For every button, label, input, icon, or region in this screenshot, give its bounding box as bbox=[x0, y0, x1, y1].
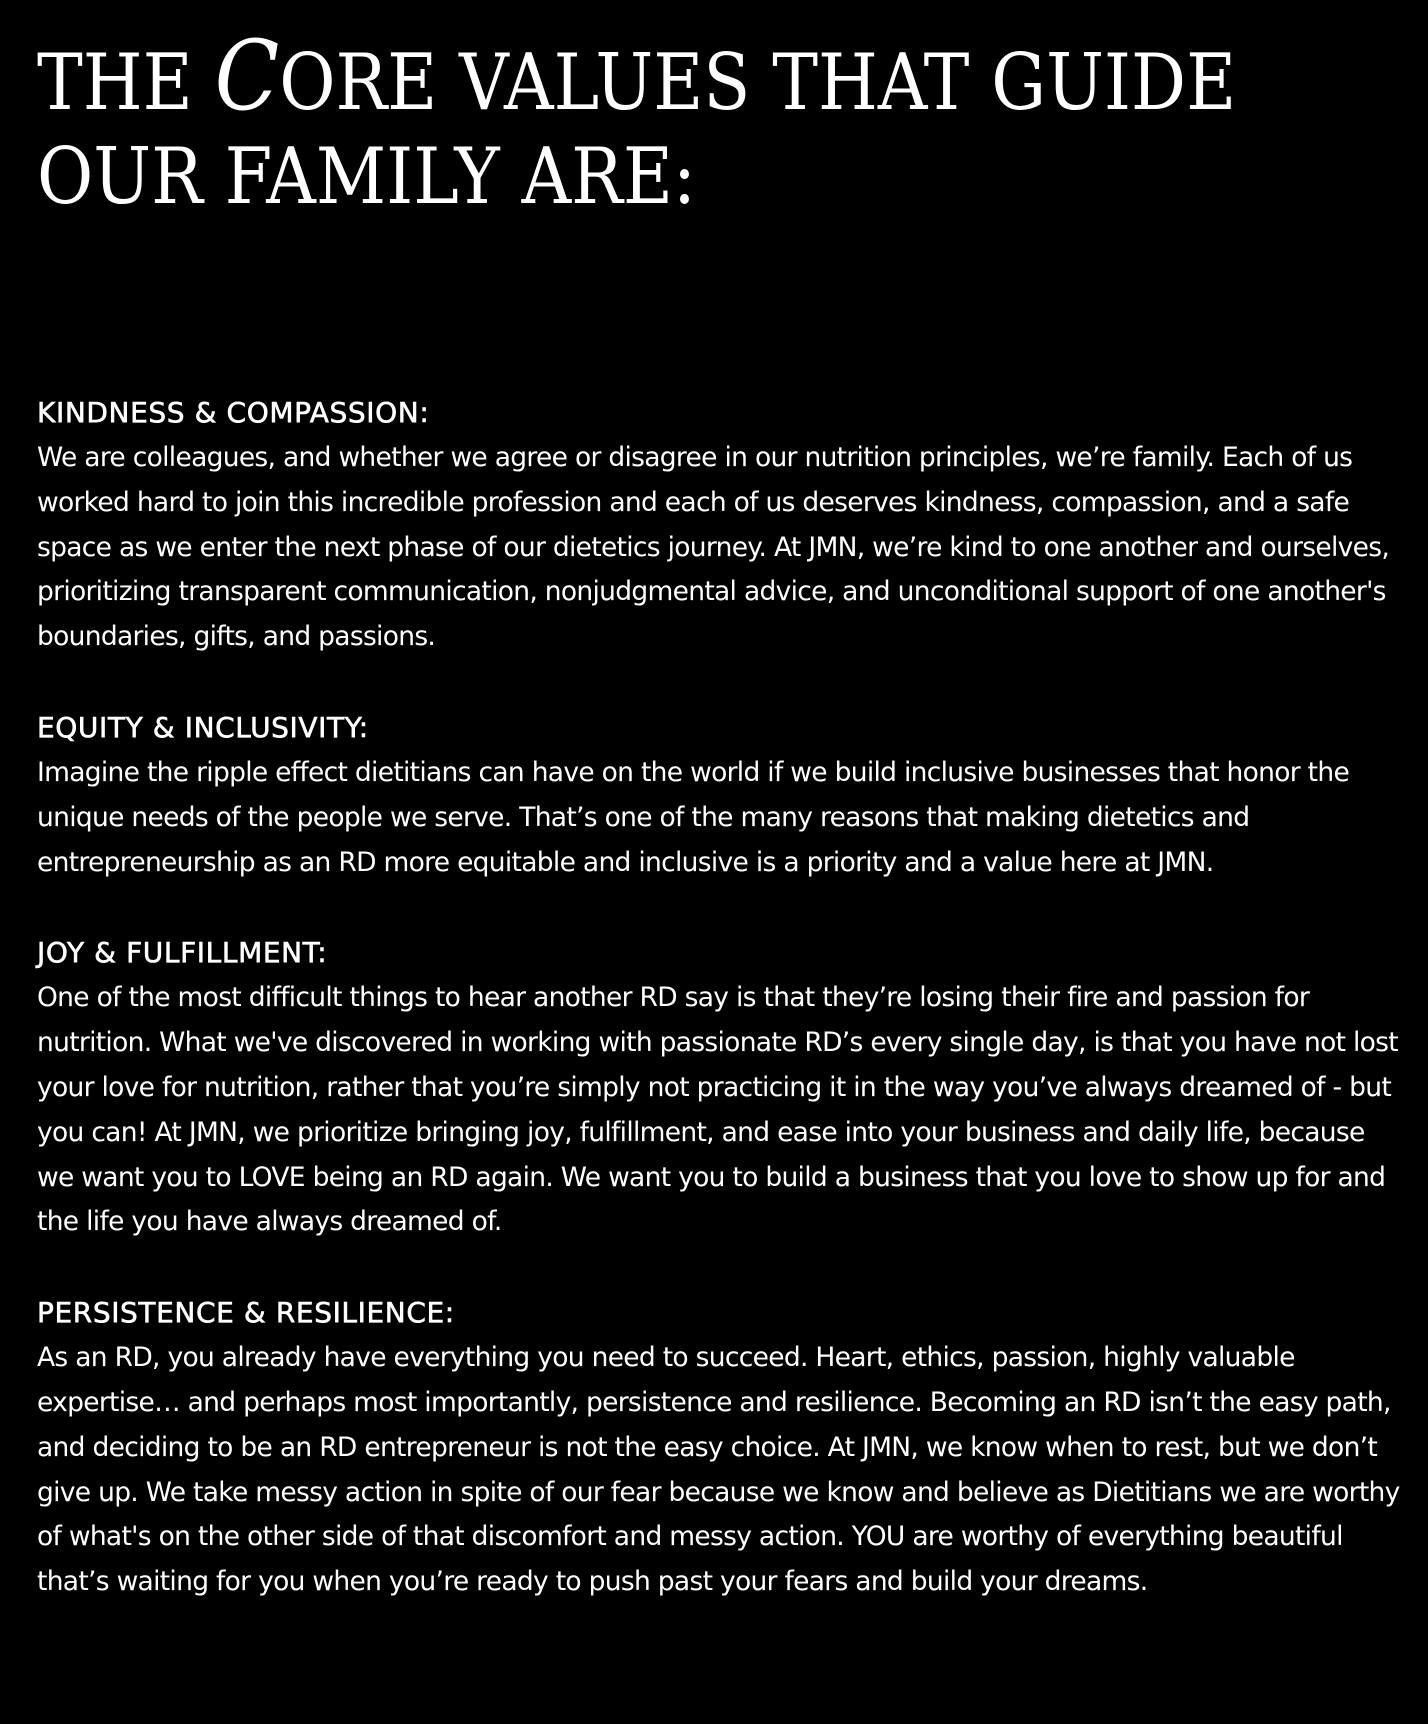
value-persistence-resilience bbox=[37, 1290, 1404, 1605]
value-heading: KINDNESS & COMPASSION: bbox=[37, 396, 430, 429]
value-text: One of the most difficult things to hear another RD say is that they’re losing their fire and passion for nutrition. What we've discovered in working with passionate RD’s every single day, is that you have not lost your love for nutrition, rather that you’re simply not practicing it in the way you’ve always dreamed of - but you can! At JMN, we prioritize bringing joy, fulfillment, and ease into your business and daily life, because we want you to LOVE being an RD again. We want you to build a business that you love to show up for and the life you have always dreamed of. bbox=[37, 982, 1398, 1238]
title-line-2: OUR FAMILY ARE: bbox=[37, 132, 697, 222]
value-heading: EQUITY & INCLUSIVITY: bbox=[37, 710, 369, 744]
value-kindness-compassion bbox=[37, 390, 1404, 660]
value-text: We are colleagues, and whether we agree or disagree in our nutrition principles, we’re family. Each of us worked hard to join this incredible profession and each of us deserves kindness, compassion, and a safe space as we enter the next phase of our dietetics journey. At JMN, we’re kind to one another and ourselves, prioritizing transparent communication, nonjudgmental advice, and unconditional support of one another's boundaries, gifts, and passions. bbox=[37, 442, 1390, 653]
title-suffix: ORE VALUES THAT GUIDE bbox=[279, 38, 1237, 128]
value-text: As an RD, you already have everything you need to succeed. Heart, ethics, passion, highly valuable expertise… and perhaps most importantly, persistence and resilience. Becoming an RD isn’t the easy path, and deciding to be an RD entrepreneur is not the easy choice. At JMN, we know when to rest, but we don’t give up. We take messy action in spite of our fear because we know and believe as Dietitians we are worthy of what's on the other side of that discomfort and messy action. YOU are worthy of everything beautiful that’s waiting for you when you’re ready to push past your fears and build your dreams. bbox=[37, 1342, 1400, 1598]
value-heading: JOY & FULFILLMENT: bbox=[37, 936, 328, 970]
title-prefix: THE bbox=[37, 38, 215, 128]
core-values-list bbox=[37, 390, 1404, 1650]
value-text: Imagine the ripple effect dietitians can have on the world if we build inclusive businesses that honor the unique needs of the people we serve. That’s one of the many reasons that making dietetics and entrepreneurship as an RD more equitable and inclusive is a priority and a value here at JMN. bbox=[37, 756, 1350, 878]
value-equity-inclusivity bbox=[37, 705, 1404, 885]
value-heading: PERSISTENCE & RESILIENCE: bbox=[37, 1296, 455, 1330]
value-joy-fulfillment bbox=[37, 930, 1404, 1245]
title-line-1 bbox=[37, 20, 1375, 132]
title-script-letter: C bbox=[214, 20, 280, 132]
page-title bbox=[37, 0, 1375, 224]
